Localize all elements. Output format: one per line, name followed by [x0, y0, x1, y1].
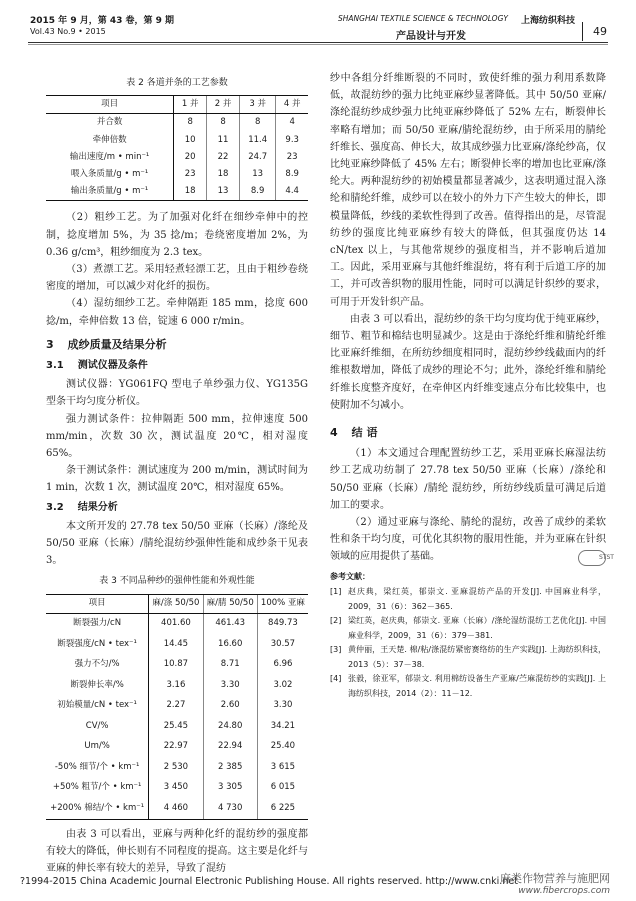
table2-header-cell: 3 并	[239, 96, 275, 114]
para-results-intro: 本文所开发的 27.78 tex 50/50 亚麻（长麻）/涤纶及 50/50 亚麻（长麻）/腈纶混纺纱强伸性能和成纱条干见表 3。	[46, 520, 308, 567]
left-column	[46, 75, 308, 877]
table-row	[46, 737, 308, 758]
table-cell: 8.71	[203, 655, 257, 676]
table-cell: 10.87	[149, 655, 203, 676]
table-row	[46, 696, 308, 717]
reference-number: [2]	[330, 616, 342, 626]
table-cell: 8	[174, 114, 207, 132]
table2-header-cell: 4 并	[276, 96, 308, 114]
conclusion-2-text: （2）通过亚麻与涤纶、腈纶的混纺，改善了成纱的柔软性和条干均匀度，可优化其织物的服用性能，并为亚麻在针织领域的应用提供了基础。	[330, 517, 606, 563]
table-cell: -50% 细节/个 • km⁻¹	[46, 757, 149, 778]
table-row	[46, 798, 308, 819]
table-cell: 401.60	[149, 613, 203, 634]
reference-item	[330, 585, 606, 614]
reference-number: [4]	[330, 674, 342, 684]
table-cell: 4 460	[149, 798, 203, 819]
para-instruments: 测试仪器：YG061FQ 型电子单纱强力仪、YG135G 型条干均匀度分析仪。	[46, 379, 308, 408]
table-cell: 3.16	[149, 675, 203, 696]
table-cell: 2 385	[203, 757, 257, 778]
table-cell: 3 305	[203, 778, 257, 799]
table-cell: CV/%	[46, 716, 149, 737]
table-row	[46, 613, 308, 634]
watermark-url: www.fibercrops.com	[518, 886, 610, 896]
table-row	[46, 675, 308, 696]
table-cell: 461.43	[203, 613, 257, 634]
table-cell: 6 225	[257, 798, 308, 819]
table2-header-cell: 项目	[46, 96, 174, 114]
section-title: 产品设计与开发	[396, 31, 466, 42]
section-4-number: 4	[330, 426, 338, 440]
section-3-number: 3	[46, 337, 54, 351]
para-evenness-analysis: 由表 3 可以看出，混纺纱的条干均匀度均优于纯亚麻纱，细节、粗节和棉结也明显减少。这是由于涤纶纤维和腈纶纤维比亚麻纤维细，在所纺纱细度相同时，混纺纱纱线截面内的纤维根数增加，降低了成纱的理论不匀；此外，涤纶纤维和腈纶纤维长度整齐度好，在牵伸区内纤维变速点分布比较集中，也使附加不匀减小。	[330, 313, 606, 411]
section-3-heading	[46, 336, 308, 353]
subsection-3-2-heading	[46, 499, 308, 516]
reference-number: [3]	[330, 645, 342, 655]
table-cell: 8.9	[239, 183, 275, 201]
journal-name-cn: 上海纺织科技	[521, 16, 576, 26]
table-cell: 断裂强度/cN • tex⁻¹	[46, 634, 149, 655]
table-cell: 2.60	[203, 696, 257, 717]
table3	[46, 594, 308, 820]
reference-text: 张毅，徐亚军，郁崇文. 利用棉纺设备生产亚麻/苎麻混纺纱的实践[J]. 上海纺织科技，2014（2）：11－12.	[348, 674, 606, 698]
table-row	[46, 183, 308, 201]
table-cell: 11	[207, 132, 240, 149]
table-row	[46, 757, 308, 778]
para-table3-analysis: 由表 3 可以看出，亚麻与两种化纤的混纺纱的强度都有较大的降低，伸长则有不同程度的提高。这主要是化纤与亚麻的伸长率有较大的差异，导致了混纺	[46, 828, 308, 875]
right-column	[330, 70, 614, 701]
table-cell: 14.45	[149, 634, 203, 655]
table-cell: 25.40	[257, 737, 308, 758]
table-cell: 18	[207, 166, 240, 183]
para-strength-conditions: 强力测试条件：拉伸隔距 500 mm，拉伸速度 500 mm/min，次数 30 次，测试温度 20℃，相对湿度 65%。	[46, 413, 308, 460]
page-number: 49	[582, 22, 607, 41]
table2-header-cell: 1 并	[174, 96, 207, 114]
para-steam-bleach: （3）煮漂工艺。采用轻煮轻漂工艺，且由于粗纱卷绕密度的增加，可以减少对化纤的损伤。	[46, 264, 308, 293]
table-cell: 断裂强力/cN	[46, 613, 149, 634]
table-cell: 16.60	[203, 634, 257, 655]
table-cell: 强力不匀/%	[46, 655, 149, 676]
table-cell: 6.96	[257, 655, 308, 676]
table-cell: 输出速度/m • min⁻¹	[46, 149, 174, 166]
table3-header-cell: 项目	[46, 594, 149, 613]
subsection-3-1-number: 3.1	[46, 360, 64, 372]
table-cell: 13	[239, 166, 275, 183]
reference-text: 黄仲丽，王天楚. 棉/粘/涤混纺紧密赛络纺的生产实践[J]. 上海纺织科技，2013（5）：37－38.	[348, 645, 606, 669]
journal-logo-icon: STST	[578, 550, 606, 566]
table-row	[46, 634, 308, 655]
reference-item	[330, 672, 606, 701]
table-cell: 8.9	[276, 166, 308, 183]
table-cell: 20	[174, 149, 207, 166]
reference-item	[330, 614, 606, 643]
subsection-3-2-title: 结果分析	[77, 501, 118, 513]
table-cell: 24.80	[203, 716, 257, 737]
subsection-3-1-heading	[46, 357, 308, 374]
table-cell: 18	[174, 183, 207, 201]
table-cell: 23	[174, 166, 207, 183]
table2-header-row	[46, 96, 308, 114]
table-row	[46, 149, 308, 166]
table-cell: Um/%	[46, 737, 149, 758]
table2	[46, 95, 308, 201]
header-rule	[28, 42, 608, 43]
table-cell: 25.45	[149, 716, 203, 737]
table-cell: 4.4	[276, 183, 308, 201]
table-cell: 初始模量/cN • tex⁻¹	[46, 696, 149, 717]
table2-header-cell: 2 并	[207, 96, 240, 114]
references	[330, 570, 606, 702]
table-row	[46, 132, 308, 149]
table-row	[46, 778, 308, 799]
table3-header-cell: 100% 亚麻	[257, 594, 308, 613]
header-rule-thin	[28, 44, 608, 45]
reference-text: 赵庆典，梁红英，郁崇文. 亚麻混纺产品的开发[J]. 中国麻业科学，2009，31（6）：362－365.	[348, 587, 606, 611]
table-cell: 8	[239, 114, 275, 132]
table3-header-cell: 麻/涤 50/50	[149, 594, 203, 613]
subsection-3-1-title: 测试仪器及条件	[77, 360, 148, 372]
table3-caption: 表 3 不同品种纱的强伸性能和外观性能	[99, 576, 255, 587]
conclusion-2	[330, 514, 614, 566]
section-4-title: 结 语	[351, 426, 378, 440]
issue-en: Vol.43 No.9 • 2015	[30, 27, 106, 36]
table-cell: 30.57	[257, 634, 308, 655]
table-cell: 10	[174, 132, 207, 149]
table-cell: 输出条质量/g • m⁻¹	[46, 183, 174, 201]
section-4-heading	[330, 424, 606, 441]
table-cell: +200% 棉结/个 • km⁻¹	[46, 798, 149, 819]
issue-cn: 2015 年 9 月，第 43 卷，第 9 期	[30, 16, 175, 26]
table-cell: 2 530	[149, 757, 203, 778]
table-cell: 牵伸倍数	[46, 132, 174, 149]
table-cell: 22	[207, 149, 240, 166]
table-cell: 6 015	[257, 778, 308, 799]
copyright-footer: ?1994-2015 China Academic Journal Electronic Publishing House. All rights reserved. http://www.cnki.net	[20, 876, 518, 887]
table3-header-cell: 麻/腈 50/50	[203, 594, 257, 613]
para-strength-analysis: 纱中各组分纤维断裂的不同时，致使纤维的强力利用系数降低，故混纺纱的强力比纯亚麻纱显著降低。其中 50/50 亚麻/涤纶混纺纱成纱强力比纯亚麻纱降低了 52% 左右，断裂伸长率略有增加；而 50/50 亚麻/腈纶混纺纱，由于所采用的腈纶纤维长、强度高、伸长大，故其成纱强力比亚麻/涤纶纱高，仅比纯亚麻纱降低了 45% 左右；断裂伸长率的增加也比亚麻/涤纶大。两种混纺纱的初始模量都显著减少，这表明通过混入涤纶和腈纶纤维，成纱可以在较小的外力下产生较大的伸长，即模量降低，纱线的柔软性得到了改善。值得指出的是，尽管混纺纱的强度比纯亚麻纱有较大的降低，但其强度仍达 14 cN/tex 以上，与其他常规纱的强度相当，并不影响后道加工。因此，采用亚麻与其他纤维混纺，将有利于后道工序的加工，并可改善织物的服用性能，同时可以满足针织纱的要求，可用于开发针织产品。	[330, 73, 606, 308]
table-cell: 3 450	[149, 778, 203, 799]
table-cell: 喂入条质量/g • m⁻¹	[46, 166, 174, 183]
table-cell: 34.21	[257, 716, 308, 737]
table-cell: 22.94	[203, 737, 257, 758]
table-cell: 2.27	[149, 696, 203, 717]
table-cell: 849.73	[257, 613, 308, 634]
section-3-title: 成纱质量及结果分析	[67, 337, 167, 351]
table-cell: 3 615	[257, 757, 308, 778]
table-row	[46, 716, 308, 737]
reference-item	[330, 643, 606, 672]
journal-name-en: SHANGHAI TEXTILE SCIENCE & TECHNOLOGY	[338, 14, 508, 23]
conclusion-1: （1）本文通过合理配置纺纱工艺，采用亚麻长麻湿法纺纱工艺成功纺制了 27.78 tex 50/50 亚麻（长麻）/涤纶和 50/50 亚麻（长麻）/腈纶 混纺纱，所纺纱线质量可满足后道加工的要求。	[330, 448, 606, 511]
table-cell: 11.4	[239, 132, 275, 149]
watermark-cn: 麻类作物营养与施肥网	[500, 872, 610, 885]
table-cell: 4 730	[203, 798, 257, 819]
reference-number: [1]	[330, 587, 342, 597]
table-cell: 4	[276, 114, 308, 132]
table-cell: 并合数	[46, 114, 174, 132]
references-heading: 参考文献：	[330, 571, 370, 581]
para-roving: （2）粗纱工艺。为了加强对化纤在细纱牵伸中的控制，捻度增加 5%，为 35 捻/m；卷绕密度增加 2%，为 0.36 g/cm³，粗纱细度为 2.3 tex。	[46, 212, 308, 258]
table-cell: 断裂伸长率/%	[46, 675, 149, 696]
table3-header-row	[46, 594, 308, 613]
para-evenness-conditions: 条干测试条件：测试速度为 200 m/min，测试时间为 1 min，次数 1 次，测试温度 20℃，相对湿度 65%。	[46, 465, 308, 494]
table-cell: 24.7	[239, 149, 275, 166]
table-cell: 3.02	[257, 675, 308, 696]
table-cell: +50% 粗节/个 • km⁻¹	[46, 778, 149, 799]
para-wet-spinning: （4）湿纺细纱工艺。牵伸隔距 185 mm，捻度 600 捻/m，牵伸倍数 13 倍，锭速 6 000 r/min。	[46, 298, 308, 327]
watermark	[500, 870, 610, 896]
table-cell: 22.97	[149, 737, 203, 758]
table-cell: 13	[207, 183, 240, 201]
subsection-3-2-number: 3.2	[46, 501, 64, 513]
table-cell: 8	[207, 114, 240, 132]
table2-caption: 表 2 各道并条的工艺参数	[126, 78, 228, 88]
table-row	[46, 114, 308, 132]
table-row	[46, 655, 308, 676]
table-cell: 23	[276, 149, 308, 166]
reference-text: 梁红英，赵庆典，郁崇文. 亚麻（长麻）/涤纶湿纺混纺工艺优化[J]. 中国麻业科学，2009，31（6）：379－381.	[348, 616, 606, 640]
table-row	[46, 166, 308, 183]
table-cell: 3.30	[257, 696, 308, 717]
table-cell: 3.30	[203, 675, 257, 696]
table-cell: 9.3	[276, 132, 308, 149]
